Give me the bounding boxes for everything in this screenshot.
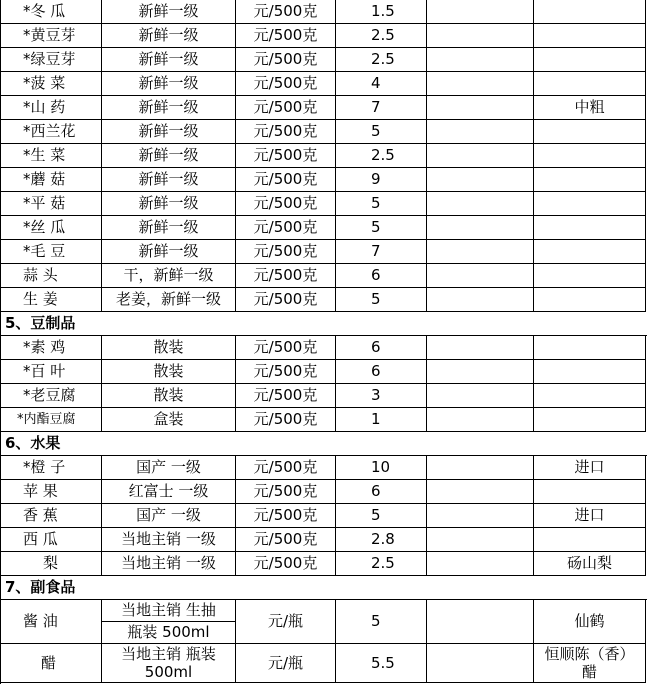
price-cell: 5 (336, 192, 427, 216)
extra-cell (427, 384, 534, 408)
price-cell: 5 (336, 504, 427, 528)
item-name-cell: *冬 瓜 (0, 0, 102, 24)
extra-cell (427, 336, 534, 360)
extra-cell (427, 216, 534, 240)
note-cell (534, 168, 646, 192)
note-cell: 中粗 (534, 96, 646, 120)
item-name-cell: *毛 豆 (0, 240, 102, 264)
note-cell (534, 264, 646, 288)
table-row-soy-sauce (0, 600, 647, 644)
item-name-cell: 酱 油 (0, 600, 102, 644)
table-row (0, 216, 647, 240)
item-name-cell: *山 药 (0, 96, 102, 120)
price-cell: 7 (336, 96, 427, 120)
unit-cell: 元/500克 (236, 144, 336, 168)
price-cell: 10 (336, 456, 427, 480)
unit-cell: 元/瓶 (236, 644, 336, 683)
table-row (0, 336, 647, 360)
table-row (0, 120, 647, 144)
table-row (0, 288, 647, 312)
extra-cell (427, 96, 534, 120)
note-cell: 进口 (534, 456, 646, 480)
price-cell: 5 (336, 600, 427, 644)
price-cell: 2.5 (336, 552, 427, 576)
item-name-cell: *丝 瓜 (0, 216, 102, 240)
unit-cell: 元/500克 (236, 216, 336, 240)
grade-cell: 散装 (102, 384, 236, 408)
section-header-row (0, 576, 647, 600)
note-cell (534, 336, 646, 360)
grade-cell: 新鲜一级 (102, 192, 236, 216)
grade-cell: 新鲜一级 (102, 48, 236, 72)
price-cell: 6 (336, 480, 427, 504)
price-cell: 3 (336, 384, 427, 408)
note-cell (534, 644, 646, 683)
grade-cell (102, 600, 236, 644)
price-cell: 6 (336, 336, 427, 360)
extra-cell (427, 552, 534, 576)
price-cell: 4 (336, 72, 427, 96)
price-cell: 7 (336, 240, 427, 264)
note-cell (534, 528, 646, 552)
grade-cell (102, 644, 236, 683)
unit-cell: 元/500克 (236, 240, 336, 264)
note-cell (534, 408, 646, 432)
extra-cell (427, 120, 534, 144)
item-name-cell: 蒜 头 (0, 264, 102, 288)
grade-cell: 国产 一级 (102, 456, 236, 480)
note-cell (534, 120, 646, 144)
table-row (0, 504, 647, 528)
extra-cell (427, 192, 534, 216)
item-name-cell: 梨 (0, 552, 102, 576)
section-header-row (0, 312, 647, 336)
extra-cell (427, 456, 534, 480)
item-name-cell: *黄豆芽 (0, 24, 102, 48)
section-blank (336, 312, 647, 336)
item-name-cell: 生 姜 (0, 288, 102, 312)
table-row (0, 0, 647, 24)
item-name-cell: *西兰花 (0, 120, 102, 144)
grade-cell: 新鲜一级 (102, 0, 236, 24)
table-row (0, 408, 647, 432)
section-blank (336, 576, 647, 600)
note-cell (534, 48, 646, 72)
price-cell: 6 (336, 264, 427, 288)
price-cell: 9 (336, 168, 427, 192)
note-cell: 仙鹤 (534, 600, 646, 644)
grade-line-1: 当地主销 瓶装 (121, 645, 216, 663)
extra-cell (427, 528, 534, 552)
grade-top-text: 当地主销 生抽 (102, 600, 235, 622)
extra-cell (427, 24, 534, 48)
grade-cell: 老姜，新鲜一级 (102, 288, 236, 312)
table-row (0, 24, 647, 48)
grade-cell: 干，新鲜一级 (102, 264, 236, 288)
unit-cell: 元/500克 (236, 48, 336, 72)
table-row (0, 96, 647, 120)
extra-cell (427, 408, 534, 432)
table-row (0, 480, 647, 504)
extra-cell (427, 240, 534, 264)
unit-cell: 元/500克 (236, 96, 336, 120)
item-name-cell: *蘑 菇 (0, 168, 102, 192)
unit-cell: 元/500克 (236, 504, 336, 528)
item-name-cell: *绿豆芽 (0, 48, 102, 72)
note-cell (534, 0, 646, 24)
table-row (0, 72, 647, 96)
section-title: 5、豆制品 (0, 312, 336, 336)
table-row (0, 552, 647, 576)
price-cell: 1.5 (336, 0, 427, 24)
grade-cell: 散装 (102, 336, 236, 360)
grade-cell: 新鲜一级 (102, 144, 236, 168)
item-name-cell: *生 菜 (0, 144, 102, 168)
price-cell: 1 (336, 408, 427, 432)
unit-cell: 元/500克 (236, 384, 336, 408)
note-cell: 进口 (534, 504, 646, 528)
table-row (0, 48, 647, 72)
unit-cell: 元/500克 (236, 288, 336, 312)
unit-cell: 元/500克 (236, 168, 336, 192)
grade-cell: 当地主销 一级 (102, 552, 236, 576)
item-name-cell: *百 叶 (0, 360, 102, 384)
unit-cell: 元/500克 (236, 456, 336, 480)
grade-cell: 红富士 一级 (102, 480, 236, 504)
table-row (0, 168, 647, 192)
item-name-cell: *老豆腐 (0, 384, 102, 408)
section-blank (336, 432, 647, 456)
extra-cell (427, 144, 534, 168)
item-name-cell: *橙 子 (0, 456, 102, 480)
grade-cell: 新鲜一级 (102, 216, 236, 240)
unit-cell: 元/500克 (236, 24, 336, 48)
table-row (0, 456, 647, 480)
grade-cell: 国产 一级 (102, 504, 236, 528)
unit-cell: 元/500克 (236, 336, 336, 360)
note-cell (534, 72, 646, 96)
grade-cell: 散装 (102, 360, 236, 384)
note-cell (534, 144, 646, 168)
unit-cell: 元/500克 (236, 552, 336, 576)
unit-cell: 元/500克 (236, 264, 336, 288)
item-name-cell: 苹 果 (0, 480, 102, 504)
unit-cell: 元/500克 (236, 192, 336, 216)
price-cell: 5 (336, 216, 427, 240)
price-cell: 5 (336, 288, 427, 312)
unit-cell: 元/500克 (236, 0, 336, 24)
table-row (0, 144, 647, 168)
item-name-cell: *菠 菜 (0, 72, 102, 96)
extra-cell (427, 72, 534, 96)
section-title: 7、副食品 (0, 576, 336, 600)
item-name-cell: 香 蕉 (0, 504, 102, 528)
grade-cell: 盒装 (102, 408, 236, 432)
table-row-vinegar (0, 644, 647, 683)
table-row (0, 192, 647, 216)
extra-cell (427, 0, 534, 24)
note-cell (534, 240, 646, 264)
item-name-cell: 西 瓜 (0, 528, 102, 552)
note-cell (534, 216, 646, 240)
grade-cell: 新鲜一级 (102, 168, 236, 192)
note-cell: 砀山梨 (534, 552, 646, 576)
unit-cell: 元/500克 (236, 72, 336, 96)
section-header-row (0, 432, 647, 456)
grade-cell: 新鲜一级 (102, 96, 236, 120)
table-row (0, 264, 647, 288)
item-name-cell: *内酯豆腐 (0, 408, 102, 432)
extra-cell (427, 600, 534, 644)
note-cell (534, 384, 646, 408)
grade-cell: 新鲜一级 (102, 120, 236, 144)
unit-cell: 元/500克 (236, 480, 336, 504)
extra-cell (427, 644, 534, 683)
extra-cell (427, 360, 534, 384)
grade-cell: 当地主销 一级 (102, 528, 236, 552)
note-line-1: 恒顺陈（香） (544, 645, 635, 663)
unit-cell: 元/500克 (236, 120, 336, 144)
grade-line-2: 500ml (144, 663, 193, 681)
note-cell (534, 192, 646, 216)
price-cell: 2.5 (336, 144, 427, 168)
table-row (0, 360, 647, 384)
price-cell: 5 (336, 120, 427, 144)
note-line-2: 醋 (581, 663, 597, 681)
price-cell: 6 (336, 360, 427, 384)
grade-cell: 新鲜一级 (102, 72, 236, 96)
item-name-cell: *平 菇 (0, 192, 102, 216)
unit-cell: 元/500克 (236, 408, 336, 432)
grade-cell: 新鲜一级 (102, 240, 236, 264)
item-name-cell: *素 鸡 (0, 336, 102, 360)
note-cell (534, 480, 646, 504)
grade-cell: 新鲜一级 (102, 24, 236, 48)
note-cell (534, 24, 646, 48)
note-cell (534, 288, 646, 312)
price-cell: 2.8 (336, 528, 427, 552)
note-cell (534, 360, 646, 384)
section-title: 6、水果 (0, 432, 336, 456)
extra-cell (427, 288, 534, 312)
price-cell: 5.5 (336, 644, 427, 683)
extra-cell (427, 264, 534, 288)
extra-cell (427, 168, 534, 192)
extra-cell (427, 48, 534, 72)
grade-bottom-text: 瓶装 500ml (127, 623, 210, 641)
extra-cell (427, 504, 534, 528)
unit-cell: 元/500克 (236, 360, 336, 384)
extra-cell (427, 480, 534, 504)
unit-cell: 元/500克 (236, 528, 336, 552)
table-row (0, 240, 647, 264)
price-cell: 2.5 (336, 24, 427, 48)
table-row (0, 384, 647, 408)
table-row (0, 528, 647, 552)
unit-cell: 元/瓶 (236, 600, 336, 644)
price-cell: 2.5 (336, 48, 427, 72)
item-name-cell: 醋 (0, 644, 102, 683)
